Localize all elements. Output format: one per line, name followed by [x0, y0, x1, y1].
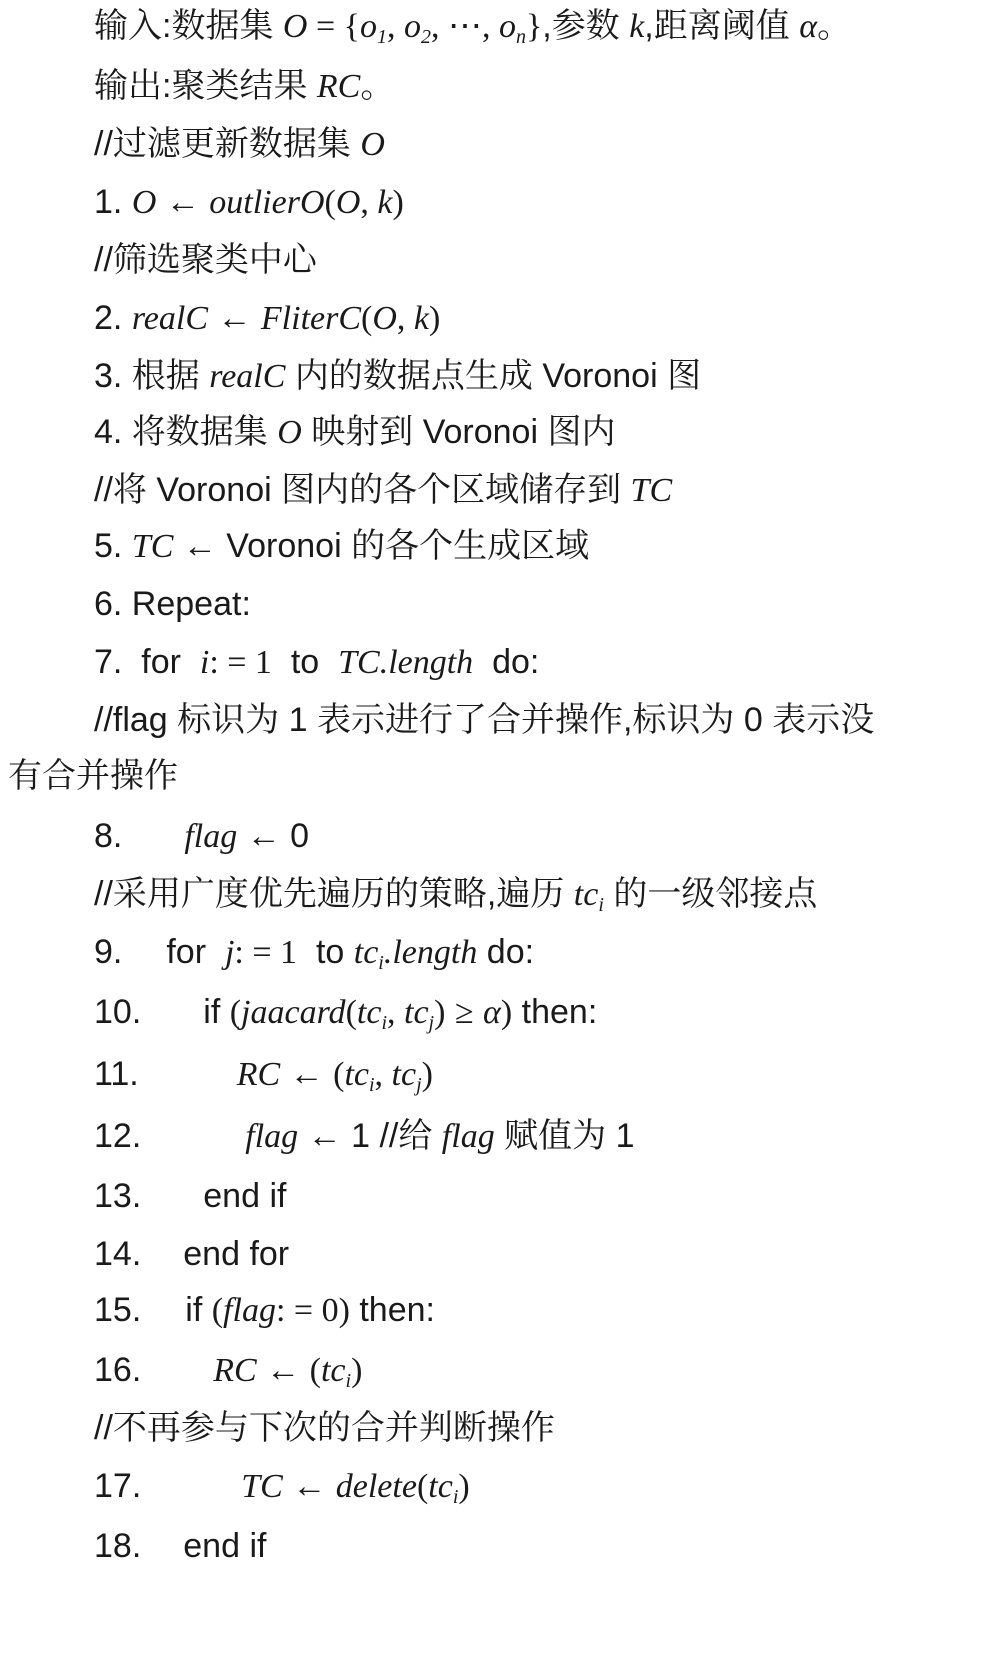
step-12: 12. flag ← 1 //给 flag 赋值为 1 [94, 1117, 635, 1155]
step-6: 6. Repeat: [94, 585, 251, 623]
step-16: 16. RC ← $(tc_i)$ [94, 1351, 363, 1392]
step-9: 9. for j: = 1 to $tc_i.length$ do: [94, 933, 535, 974]
comment-centers: //筛选聚类中心 [94, 241, 317, 279]
comment-bfs: //采用广度优先遍历的策略,遍历 $tc_i$ 的一级邻接点 [94, 875, 818, 916]
output-line: 输出:聚类结果 RC。 [94, 67, 395, 105]
step-1: 1. O ← outlierO(O, k) [94, 183, 404, 221]
comment-flag: //flag 标识为 1 表示进行了合并操作,标识为 0 表示没 [94, 701, 875, 739]
comment-filter: //过滤更新数据集 O [94, 125, 385, 163]
step-5: 5. TC ← Voronoi 的各个生成区域 [94, 527, 590, 565]
step-11: 11. RC ← ($tc_i$, $tc_j$) [94, 1055, 433, 1096]
comment-flag-cont: 有合并操作 [8, 757, 178, 795]
step-15: 15. if (flag: = 0) then: [94, 1291, 435, 1329]
step-14: 14. end for [94, 1235, 290, 1273]
step-8: 8. flag ← 0 [94, 817, 310, 855]
step-17: 17. TC ← $delete(tc_i)$ [94, 1467, 470, 1508]
step-10: 10. if ($jaacard(tc_i$, $tc_j) \ge \alpha$) then: [94, 993, 598, 1034]
step-2: 2. realC ← FliterC(O, k) [94, 299, 441, 337]
step-18: 18. end if [94, 1527, 267, 1565]
comment-exclude: //不再参与下次的合并判断操作 [94, 1409, 555, 1447]
step-4: 4. 将数据集 O 映射到 Voronoi 图内 [94, 413, 616, 451]
step-7: 7. for i: = 1 to TC.length do: [94, 643, 540, 681]
step-3: 3. 根据 realC 内的数据点生成 Voronoi 图 [94, 357, 702, 395]
step-13: 13. end if [94, 1177, 287, 1215]
comment-store: //将 Voronoi 图内的各个区域储存到 TC [94, 471, 673, 509]
input-label: 输入:数据集 [94, 7, 283, 45]
input-line: 输入:数据集 $O = \{o_1$, $o_2$, ⋯, $o_n$},参数 k,距离阈值 α。 [94, 7, 852, 48]
